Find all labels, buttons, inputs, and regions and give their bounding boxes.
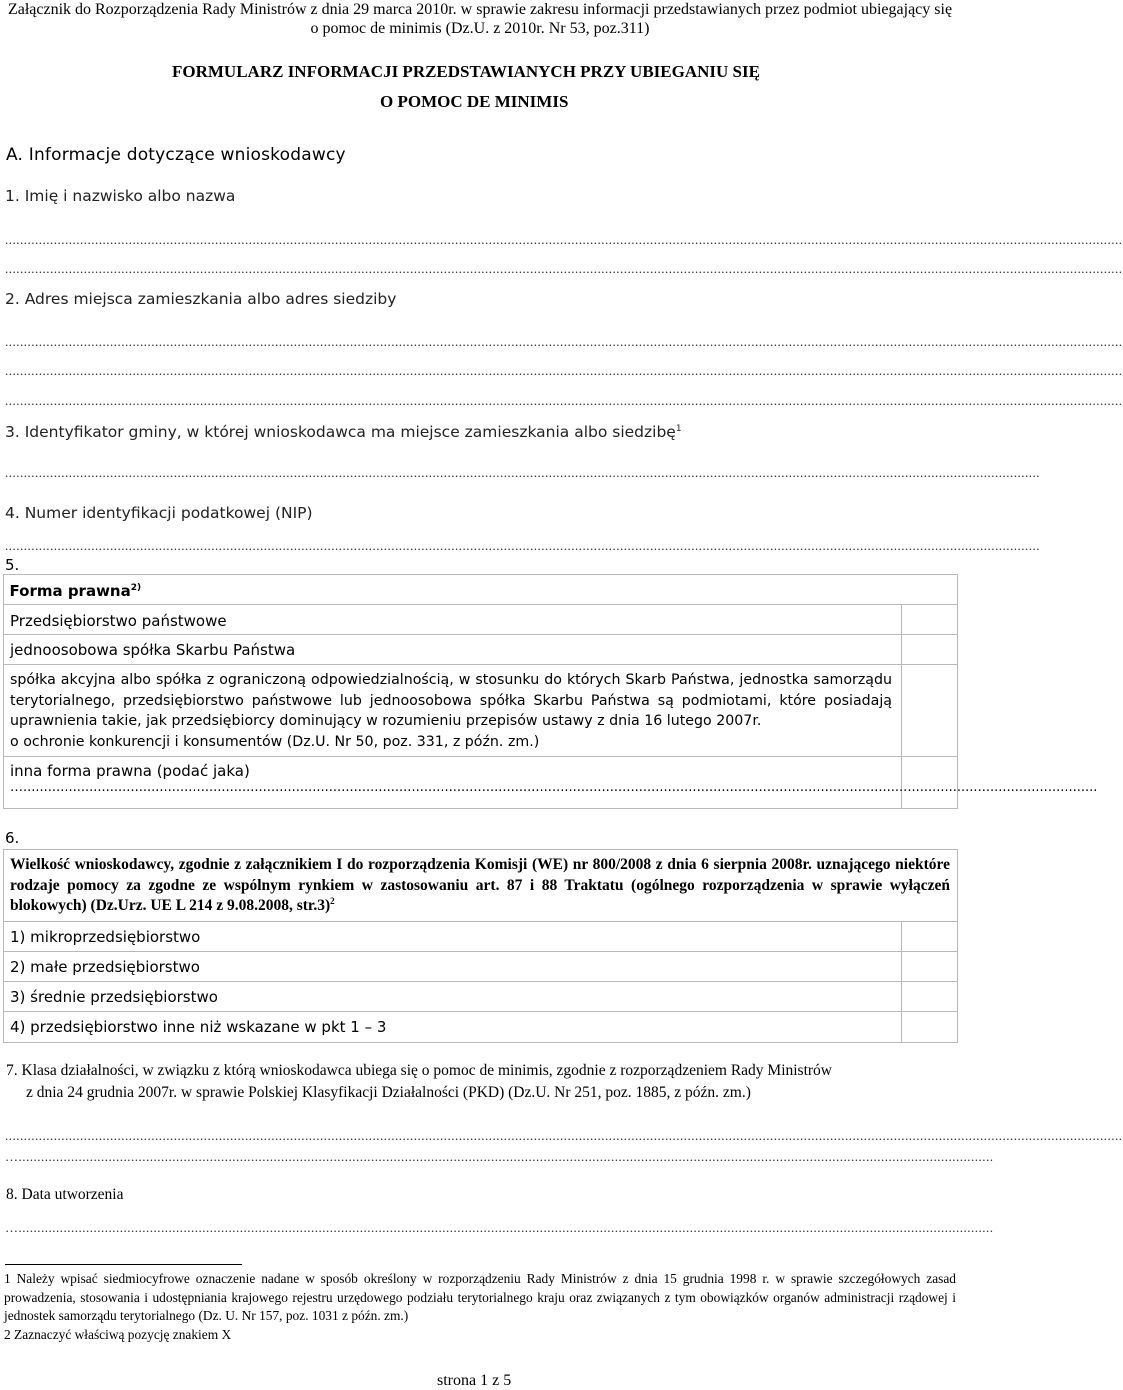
legal-form-option-4-cell	[4, 757, 1098, 809]
company-size-option-4: 4) przedsiębiorstwo inne niż wskazane w pkt 1 – 3	[10, 1017, 387, 1036]
field-4-label: 4. Numer identyfikacji podatkowej (NIP)	[5, 504, 313, 522]
field-1-label: 1. Imię i nazwisko albo nazwa	[5, 187, 236, 205]
legal-form-option-1-cell	[4, 605, 902, 635]
company-size-title-cell	[4, 850, 958, 922]
company-size-checkbox-3[interactable]	[902, 981, 958, 1011]
page-number: strona 1 z 5	[437, 1372, 512, 1389]
legal-form-title-text: Forma prawna	[9, 582, 131, 600]
legal-form-option-3: spółka akcyjna albo spółka z ograniczoną odpowiedzialnością, w stosunku do których Skarb Państwa, jednostka samorządu terytorialnego, przedsiębiorstwo państwowe lub jednoosobowa spółka Skarbu Państwa są podmiotami, które posiadają uprawnienia takie, jak przedsiębiorcy dominujący w rozumieniu przepisów ustawy z dnia 16 lutego 2007r.	[10, 672, 892, 729]
section-7-line-1: 7. Klasa działalności, w związku z którą wnioskodawca ubiega się o pomoc de minimis, zgodnie z rozporządzeniem Rady Ministrów	[6, 1062, 832, 1079]
field-8-line[interactable]: …....................................................................................................................................................................................................................................................................	[5, 1220, 994, 1235]
form-title-line-1: FORMULARZ INFORMACJI PRZEDSTAWIANYCH PRZY UBIEGANIU SIĘ	[172, 62, 760, 81]
footnote-1-ref: 1	[675, 423, 682, 434]
legal-form-checkbox-3[interactable]	[902, 665, 958, 757]
legal-form-option-3-line-4: o ochronie konkurencji i konsumentów (Dz.U. Nr 50, poz. 331, z późn. zm.)	[10, 733, 540, 750]
company-size-option-2: 2) małe przedsiębiorstwo	[10, 957, 200, 976]
legal-form-option-2: jednoosobowa spółka Skarbu Państwa	[10, 641, 296, 659]
document-header-line-2: o pomoc de minimis (Dz.U. z 2010r. Nr 53, poz.311)	[310, 20, 650, 37]
footnote-1: 1 Należy wpisać siedmiocyfrowe oznaczenie nadane w sposób określony w rozporządzeniu Rady Ministrów z dnia 15 grudnia 1998 r. w sprawie szczegółowych zasad prowadzenia, stosowania i udostępniania krajowego rejestru urzędowego podziału terytorialnego kraju oraz związanych z tym obowiązków organów administracji rządowej i jednostek samorządu terytorialnego (Dz. U. Nr 157, poz. 1031 z późn. zm.)	[4, 1271, 956, 1323]
section-5-number: 5.	[5, 556, 20, 574]
company-size-title-text: Wielkość wnioskodawcy, zgodnie z załącznikiem I do rozporządzenia Komisji (WE) nr 800/2008 z dnia 6 sierpnia 2008r. uznającego niektóre rodzaje pomocy za zgodne ze wspólnym rynkiem w zastosowaniu art. 87 i 88 Traktatu (ogólnego rozporządzenia w sprawie wyłączeń blokowych) (Dz.Urz. UE L 214 z 9.08.2008, str.3)	[10, 856, 950, 914]
legal-form-option-1: Przedsiębiorstwo państwowe	[10, 612, 227, 630]
section-a-heading: A. Informacje dotyczące wnioskodawcy	[6, 145, 346, 165]
field-7-line-1[interactable]: ..........................................................................................................................................................................................................................................................................................................	[5, 1128, 1123, 1143]
field-2-line-3[interactable]: ..........................................................................................................................................................................................................................................................................................................	[5, 393, 1123, 408]
company-size-option-3-cell	[4, 981, 902, 1011]
footnote-2-ref-b: 2	[330, 895, 335, 906]
legal-form-title-cell	[4, 575, 958, 605]
company-size-option-2-cell	[4, 951, 902, 981]
legal-form-option-4: inna forma prawna (podać jaka)	[10, 762, 250, 780]
form-title-line-2: O POMOC DE MINIMIS	[380, 92, 569, 111]
company-size-table	[3, 849, 958, 1043]
company-size-title	[4, 850, 956, 921]
field-2-label: 2. Adres miejsca zamieszkania albo adres siedziby	[5, 290, 397, 308]
field-7-line-2[interactable]: …....................................................................................................................................................................................................................................................................	[5, 1149, 994, 1164]
field-2-line-2[interactable]: ..........................................................................................................................................................................................................................................................................................................	[5, 363, 1123, 378]
legal-form-option-2-cell	[4, 635, 902, 665]
legal-form-title	[10, 582, 142, 600]
field-4-line[interactable]: ....................................................................................................................................................................................................................................................................................	[5, 538, 1040, 553]
company-size-checkbox-1[interactable]	[902, 921, 958, 951]
legal-form-option-3-cell	[4, 665, 902, 757]
section-8-label: 8. Data utworzenia	[6, 1186, 124, 1203]
legal-form-checkbox-2[interactable]	[902, 635, 958, 665]
legal-form-other-input[interactable]: …....................................................................................................................................................................................................................................................................	[10, 780, 1098, 795]
field-2-line-1[interactable]: ..........................................................................................................................................................................................................................................................................................................	[5, 334, 1123, 349]
section-6-number: 6.	[5, 829, 20, 847]
legal-form-table	[3, 574, 1098, 809]
company-size-checkbox-4[interactable]	[902, 1011, 958, 1042]
legal-form-checkbox-1[interactable]	[902, 605, 958, 635]
company-size-option-3: 3) średnie przedsiębiorstwo	[10, 987, 218, 1006]
company-size-checkbox-2[interactable]	[902, 951, 958, 981]
document-header-line-1: Załącznik do Rozporządzenia Rady Ministrów z dnia 29 marca 2010r. w sprawie zakresu informacji przedstawianych przez podmiot ubiegający się	[7, 1, 953, 18]
field-1-line-2[interactable]: ..........................................................................................................................................................................................................................................................................................................	[5, 261, 1123, 276]
field-3-line[interactable]: ....................................................................................................................................................................................................................................................................................	[5, 465, 1040, 480]
footnote-divider	[5, 1264, 242, 1265]
company-size-option-1: 1) mikroprzedsiębiorstwo	[10, 927, 201, 946]
company-size-option-4-cell	[4, 1011, 902, 1042]
company-size-option-1-cell	[4, 921, 902, 951]
footnote-2: 2 Zaznaczyć właściwą pozycję znakiem X	[4, 1327, 232, 1342]
footnote-2-ref: 2)	[130, 583, 142, 593]
section-7-line-2: z dnia 24 grudnia 2007r. w sprawie Polskiej Klasyfikacji Działalności (PKD) (Dz.U. Nr 251, poz. 1885, z późn. zm.)	[26, 1084, 751, 1101]
field-1-line-1[interactable]: ..........................................................................................................................................................................................................................................................................................................	[5, 232, 1123, 247]
field-3-label-text: 3. Identyfikator gminy, w której wnioskodawca ma miejsce zamieszkania albo siedzibę	[5, 423, 676, 441]
field-3-label	[5, 423, 682, 441]
